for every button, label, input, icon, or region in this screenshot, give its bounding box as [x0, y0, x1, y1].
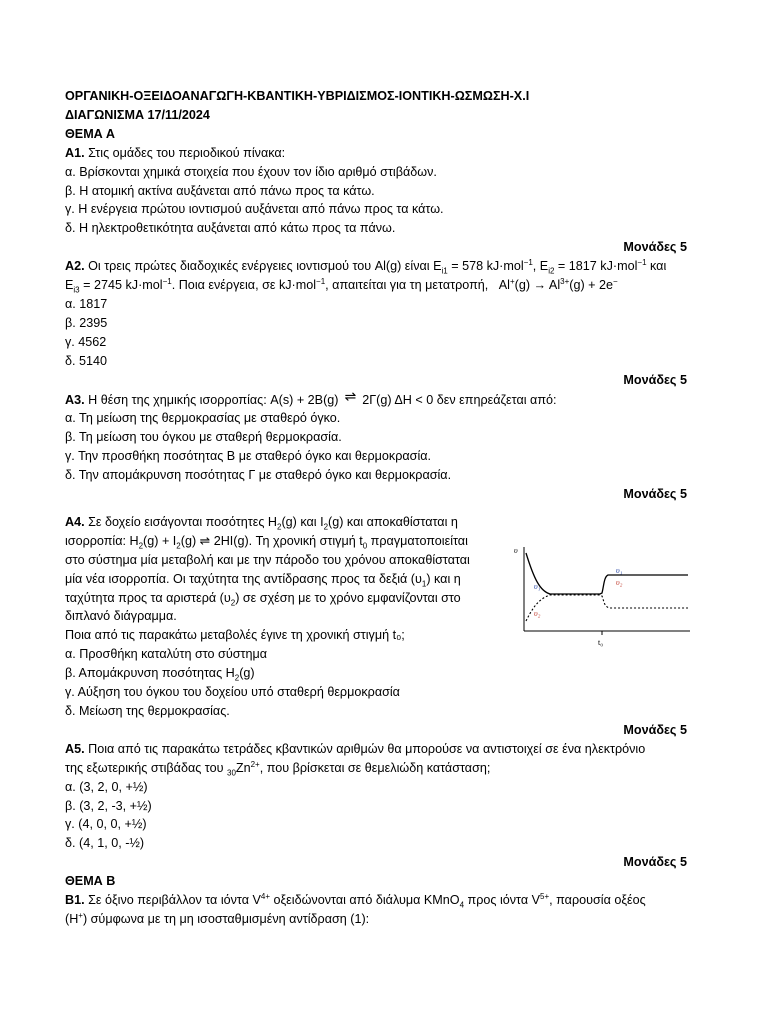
a5-points: Μονάδες 5: [623, 855, 687, 870]
a5-option-b: β. (3, 2, -3, +½): [65, 798, 152, 813]
a4-points: Μονάδες 5: [623, 722, 687, 737]
a4-option-b: β. Απομάκρυνση ποσότητας $H_2(g)$: [65, 666, 255, 683]
a1-option-c: γ. Η ενέργεια πρώτου ιοντισμού αυξάνεται από πάνω προς τα κάτω.: [65, 202, 444, 217]
equilibrium-arrows-icon: ⇌: [344, 387, 357, 404]
a2-option-d: δ. 5140: [65, 353, 108, 368]
a4-question-2: Ποια από τις παρακάτω μεταβολές έγινε τη χρονική στιγμή t₀;: [65, 628, 405, 643]
a5-option-a: α. (3, 2, 0, +½): [65, 779, 148, 794]
b1-question-line2: (H+) σύμφωνα με τη μη ισοσταθμισμένη αντίδραση (1):: [65, 910, 370, 926]
a4-question: Α4. Σε δοχείο εισάγονται ποσότητες $H_2(g)$ και $I_2(g)$ και αποκαθίσταται η ισορροπία: $H_2(g) + I_2(g)$ ⇌ 2HI(g). Τη χρονική στιγμή $t_0$ πραγματοποιείται στο σύστημα μία μεταβολή και με την πάροδο του χρόνου αποκαθίσταται μία νέα ισορροπία. Οι ταχύτητα της αντίδρασης προς τα δεξιά $(\upsilon_1)$ και η ταχύτητα προς τα αριστερά $(\upsilon_2)$ σε σχέση με το χρόνο εμφανίζονται στο διπλανό διάγραμμα.: [65, 514, 470, 624]
a2-option-c: γ. 4562: [65, 334, 107, 349]
a4-option-d: δ. Μείωση της θερμοκρασίας.: [65, 704, 230, 718]
a4-option-c: γ. Αύξηση του όγκου του δοχείου υπό σταθερή θερμοκρασία: [65, 685, 400, 700]
a3-option-d: δ. Την απομάκρυνση ποσότητας Γ με σταθερό όγκο και θερμοκρασία.: [65, 468, 452, 483]
curve-v1-label: υ₁: [534, 581, 541, 591]
a2-question-line2: $E_{i3} = 2745$ kJ·mol$^{-1}$. Ποια ενέργεια, σε kJ·mol$^{-1}$, απαιτείται για τη μετατροπή, $Al^+(g) \to Al^{3+}(g) + 2e^-$: [65, 276, 618, 295]
a5-option-d: δ. (4, 1, 0, -½): [65, 836, 145, 851]
curve-v1: [526, 553, 688, 594]
exam-title: ΟΡΓΑΝΙΚΗ-ΟΞΕΙΔΟΑΝΑΓΩΓΗ-ΚΒΑΝΤΙΚΗ-ΥΒΡΙΔΙΣΜΟΣ-ΙΟΝΤΙΚΗ-ΩΣΜΩΣΗ-Χ.Ι: [65, 89, 530, 103]
a3-option-b: β. Τη μείωση του όγκου με σταθερή θερμοκρασία.: [65, 430, 342, 445]
exam-date: ΔΙΑΓΩΝΙΣΜΑ 17/11/2024: [65, 107, 210, 122]
theme-a-heading: ΘΕΜΑ Α: [65, 126, 115, 141]
a1-option-d: δ. Η ηλεκτροθετικότητα αυξάνεται από κάτω προς τα πάνω.: [65, 221, 396, 236]
a1-option-a: α. Βρίσκονται χημικά στοιχεία που έχουν τον ίδιο αριθμό στιβάδων.: [65, 164, 437, 179]
exam-page: [65, 87, 687, 929]
a5-question-line2: της εξωτερικής στιβάδας του $_{30}Zn^{2+}$, που βρίσκεται σε θεμελιώδη κατάσταση;: [65, 759, 491, 778]
a3-question: Α3. Η θέση της χημικής ισορροπίας: A(s) + 2B(g) ⇌ 2Γ(g) ΔΗ < 0 δεν επηρεάζεται από:: [65, 387, 557, 407]
a5-option-c: γ. (4, 0, 0, +½): [65, 817, 147, 832]
a3-option-c: γ. Την προσθήκη ποσότητας Β με σταθερό όγκο και θερμοκρασία.: [65, 449, 432, 464]
curve-v2: [526, 595, 688, 621]
graph-x-tick-t0: t₀: [598, 637, 604, 647]
a1-points: Μονάδες 5: [623, 240, 687, 255]
a4-block: [65, 513, 687, 721]
a1-option-b: β. Η ατομική ακτίνα αυξάνεται από πάνω προς τα κάτω.: [65, 183, 375, 198]
right-v1-label: υ₁: [616, 565, 623, 575]
a4-option-a: α. Προσθήκη καταλύτη στο σύστημα: [65, 647, 268, 662]
a3-points: Μονάδες 5: [623, 487, 687, 502]
theme-b-heading: ΘΕΜΑ Β: [65, 874, 116, 889]
a2-option-a: α. 1817: [65, 296, 108, 311]
a3-option-a: α. Τη μείωση της θερμοκρασίας με σταθερό όγκο.: [65, 411, 341, 426]
right-v2-label: υ₂: [616, 577, 623, 587]
a2-option-b: β. 2395: [65, 315, 108, 330]
rate-time-graph: [512, 539, 692, 651]
graph-y-label: υ: [514, 545, 518, 555]
curve-v2-label: υ₂: [534, 608, 541, 618]
a2-question-line1: Α2. Οι τρεις πρώτες διαδοχικές ενέργειες ιοντισμού του Al(g) είναι $E_{i1} = 578$ kJ·mol$^{-1}$, $E_{i2} = 1817$ kJ·mol$^{-1}$ και: [65, 257, 667, 276]
a2-points: Μονάδες 5: [623, 372, 687, 387]
b1-question-line1: Β1. Σε όξινο περιβάλλον τα ιόντα $V^{4+}$ οξειδώνονται από διάλυμα KMnO$_4$ προς ιόντα $V^{5+}$, παρουσία οξέος: [65, 891, 646, 910]
a1-question: Α1. Στις ομάδες του περιοδικού πίνακα:: [65, 145, 286, 160]
a5-question-line1: Α5. Ποια από τις παρακάτω τετράδες κβαντικών αριθμών θα μπορούσε να αντιστοιχεί σε ένα ηλεκτρόνιο: [65, 741, 646, 756]
